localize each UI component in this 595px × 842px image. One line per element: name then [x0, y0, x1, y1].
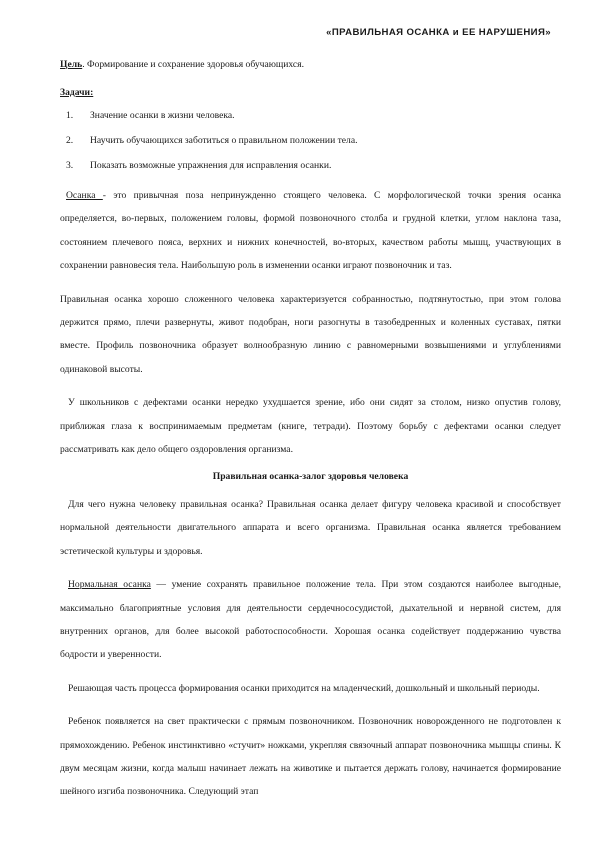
list-item-number: 2. [66, 135, 74, 146]
section-heading: Правильная осанка-залог здоровья человека [212, 471, 409, 483]
paragraph-schoolchildren: У школьников с дефектами осанки нередко ухудшается зрение, ибо они сидят за столом, низко опустив голову, приближая глаза к воспринимаемым предметам (книге, тетради). Поэтому борьбу с дефектами осанки следует рассматривать как дело общего оздоровления организма. [60, 397, 561, 456]
paragraph-posture-definition [60, 184, 561, 278]
term-normal-posture: Нормальная осанка [68, 579, 151, 591]
goal-text: . Формирование и сохранение здоровья обучающихся. [82, 59, 304, 70]
paragraph-correct-posture: Правильная осанка хорошо сложенного человека характеризуется собранностью, подтянутостью, при этом голова держится прямо, плечи развернуты, живот подобран, ноги разогнуты в тазобедренных и коленных суставах, пятки вместе. Профиль позвоночника образует волнообразную линию с равномерными возвышениями и углублениями одинаковой высоты. [60, 293, 561, 375]
list-item [60, 159, 561, 173]
document-title: «ПРАВИЛЬНАЯ ОСАНКА и ЕЕ НАРУШЕНИЯ» [326, 27, 551, 38]
goal-label: Цель [60, 59, 83, 70]
list-item-text: Научить обучающихся заботиться о правильном положении тела. [90, 135, 358, 146]
paragraph-normal-posture [60, 573, 561, 667]
goal-line [60, 58, 561, 72]
list-item-text: Значение осанки в жизни человека. [90, 110, 235, 121]
paragraph-text: — умение сохранять правильное положение тела. При этом создаются наиболее выгодные, максимально благоприятные условия для деятельности сердечнососудистой, дыхательной и нервной систем, для внутренних органов, для более высокой работоспособности. Хорошая осанка содействует поддержанию чувства бодрости и уверенности. [60, 579, 561, 661]
list-item-text: Показать возможные упражнения для исправления осанки. [90, 160, 332, 171]
paragraph-formation-periods: Решающая часть процесса формирования осанки приходится на младенческий, дошкольный и школьный периоды. [68, 682, 540, 694]
tasks-list [60, 109, 561, 173]
paragraph-why-posture: Для чего нужна человеку правильная осанка? Правильная осанка делает фигуру человека красивой и способствует нормальной деятельности двигательного аппарата и всего организма. Правильная осанка является требованием эстетической культуры и здоровья. [60, 498, 561, 557]
list-item-number: 3. [66, 160, 74, 171]
paragraph-newborn-spine: Ребенок появляется на свет практически с прямым позвоночником. Позвоночник новорожденного не подготовлен к прямохождению. Ребенок инстинктивно «стучит» ножками, укрепляя связочный аппарат позвоночника мышцы спины. К двум месяцам жизни, когда малыш начинает лежать на животике и пытается держать голову, начинается формирование шейного изгиба позвоночника. Следующий этап [60, 716, 561, 798]
list-item-number: 1. [66, 110, 74, 121]
paragraph-text: - это привычная поза непринужденно стоящего человека. С морфологической точки зрения осанка определяется, во-первых, положением головы, формой позвоночного столба и грудной клетки, углом наклона таза, состоянием плечевого пояса, верхних и нижних конечностей, во-вторых, качеством работы мышц, участвующих в сохранении равновесия тела. Наибольшую роль в изменении осанки играют позвоночник и таз. [60, 190, 561, 272]
list-item [60, 109, 561, 123]
term-posture: Осанка [66, 190, 103, 201]
list-item [60, 134, 561, 148]
tasks-label: Задачи: [60, 87, 94, 98]
